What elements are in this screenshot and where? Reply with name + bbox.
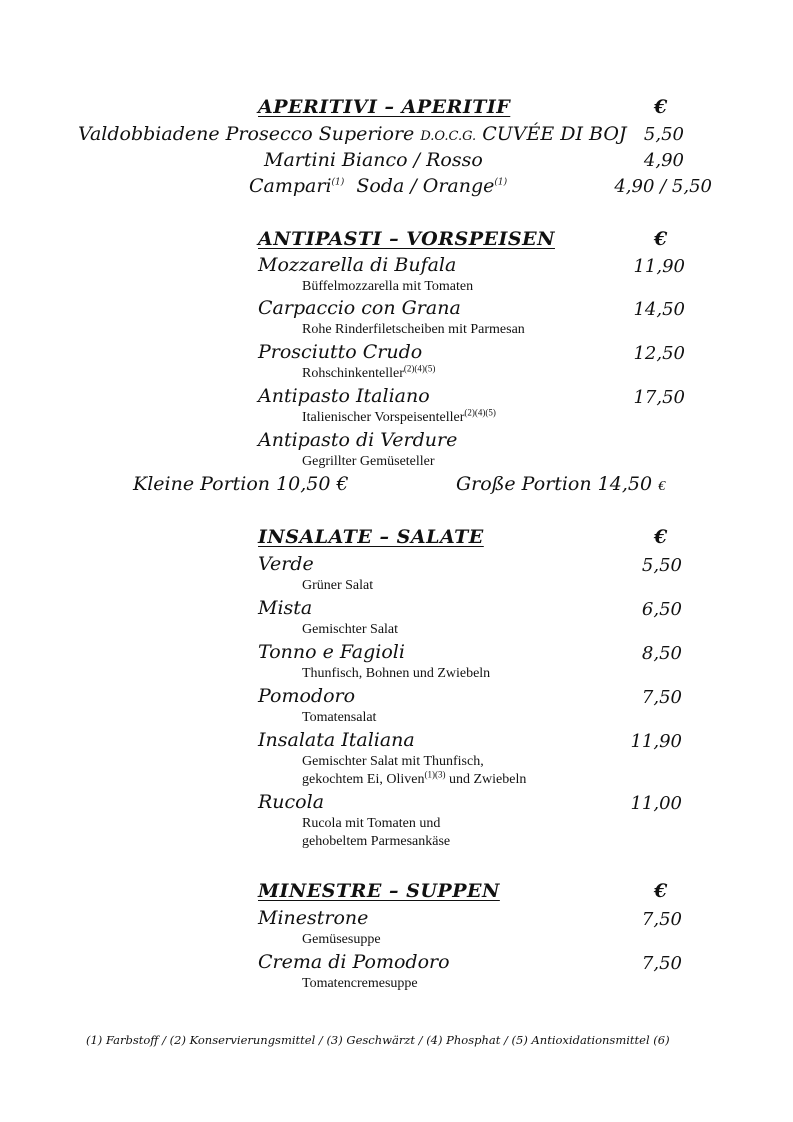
description-text: Italienischer Vorspeisenteller	[302, 410, 465, 425]
allergen-note: (1)(3)	[424, 769, 446, 780]
item-description: Grüner Salat	[302, 578, 374, 593]
item-description: Tomatensalat	[302, 710, 377, 725]
section-heading-aperitivi: APERITIVI – APERITIF	[258, 96, 511, 118]
item-price: 7,50	[641, 953, 682, 974]
allergen-note: (2)(4)(5)	[464, 407, 496, 418]
item-description: Rucola mit Tomaten und	[302, 816, 441, 831]
item-price: 11,90	[633, 256, 685, 277]
item-price: 6,50	[641, 599, 682, 620]
item-name: Campari	[249, 175, 332, 197]
portion-large	[456, 473, 665, 495]
menu-item-tonno-fagioli: Tonno e Fagioli	[258, 641, 405, 663]
allergen-note: (1)	[494, 177, 508, 188]
description-text: gekochtem Ei, Oliven	[302, 772, 425, 787]
menu-item-campari	[249, 175, 507, 197]
section-heading-antipasti: ANTIPASTI – VORSPEISEN	[258, 228, 555, 250]
currency-label: €	[654, 526, 668, 548]
menu-item-mista: Mista	[258, 597, 313, 619]
item-price: 14,50	[633, 299, 685, 320]
item-price: 11,90	[630, 731, 682, 752]
item-price: 5,50	[643, 124, 684, 145]
section-heading-insalate: INSALATE – SALATE	[258, 526, 484, 548]
currency-label: €	[654, 228, 668, 250]
item-description: Büffelmozzarella mit Tomaten	[302, 279, 474, 294]
menu-item-prosecco	[78, 123, 627, 145]
allergen-note: (1)	[331, 177, 345, 188]
menu-item-antipasto-italiano: Antipasto Italiano	[258, 385, 430, 407]
item-description-line2	[302, 769, 527, 788]
currency-label: €	[654, 880, 668, 902]
section-heading-minestre: MINESTRE – SUPPEN	[258, 880, 500, 902]
item-suffix: CUVÉE DI BOJ	[482, 123, 627, 145]
description-text: und Zwiebeln	[445, 772, 527, 787]
item-name: Valdobbiadene Prosecco Superiore	[78, 123, 415, 145]
currency-symbol: €	[658, 479, 666, 494]
item-price: 12,50	[633, 343, 685, 364]
menu-item-pomodoro: Pomodoro	[258, 685, 356, 707]
item-price: 5,50	[641, 555, 682, 576]
menu-item-mozzarella: Mozzarella di Bufala	[258, 254, 457, 276]
currency-label: €	[654, 96, 668, 118]
item-description: Gegrillter Gemüseteller	[302, 454, 435, 469]
description-text: Rohschinkenteller	[302, 366, 404, 381]
allergen-footnote: (1) Farbstoff / (2) Konservierungsmittel / (3) Geschwärzt / (4) Phosphat / (5) Antioxidationsmittel (6)	[86, 1033, 670, 1047]
item-price: 7,50	[641, 687, 682, 708]
item-description	[302, 363, 436, 382]
item-description: Gemischter Salat mit Thunfisch,	[302, 754, 484, 769]
menu-item-carpaccio: Carpaccio con Grana	[258, 297, 461, 319]
item-price: 7,50	[641, 909, 682, 930]
portion-small: Kleine Portion 10,50 €	[133, 473, 349, 495]
menu-item-martini: Martini Bianco / Rosso	[264, 149, 483, 171]
item-price: 11,00	[630, 793, 682, 814]
item-price: 4,90 / 5,50	[614, 176, 712, 197]
item-price: 17,50	[633, 387, 685, 408]
menu-item-insalata-italiana: Insalata Italiana	[258, 729, 415, 751]
item-description	[302, 407, 496, 426]
item-name-variant: Soda / Orange	[356, 175, 495, 197]
item-description-line2: gehobeltem Parmesankäse	[302, 834, 451, 849]
menu-item-crema-pomodoro: Crema di Pomodoro	[258, 951, 450, 973]
menu-item-minestrone: Minestrone	[258, 907, 369, 929]
portion-large-label: Große Portion 14,50	[456, 473, 653, 495]
item-description: Thunfisch, Bohnen und Zwiebeln	[302, 666, 491, 681]
item-description: Tomatencremesuppe	[302, 976, 418, 991]
menu-item-verde: Verde	[258, 553, 314, 575]
item-tag: D.O.C.G.	[420, 129, 477, 144]
menu-item-antipasto-verdure: Antipasto di Verdure	[258, 429, 458, 451]
item-price: 8,50	[641, 643, 682, 664]
allergen-note: (2)(4)(5)	[403, 363, 436, 374]
item-description: Gemischter Salat	[302, 622, 399, 637]
menu-item-rucola: Rucola	[258, 791, 325, 813]
item-description: Gemüsesuppe	[302, 932, 381, 947]
item-description: Rohe Rinderfiletscheiben mit Parmesan	[302, 322, 525, 337]
menu-item-prosciutto: Prosciutto Crudo	[258, 341, 423, 363]
item-price: 4,90	[643, 150, 684, 171]
